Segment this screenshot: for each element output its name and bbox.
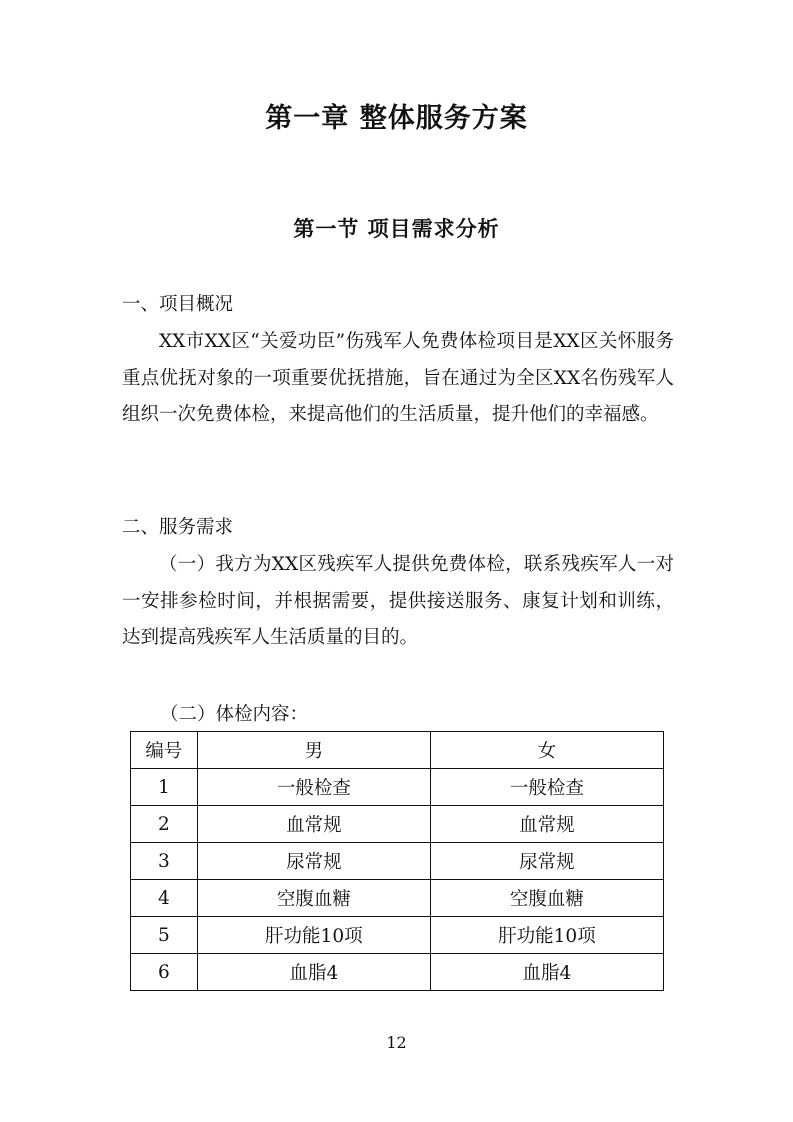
cell-female: 一般检查 bbox=[430, 769, 663, 806]
exam-content-table bbox=[130, 731, 664, 991]
cell-male: 血常规 bbox=[197, 806, 430, 843]
cell-female: 血脂4 bbox=[430, 954, 663, 991]
cell-female: 肝功能10项 bbox=[430, 917, 663, 954]
table-row bbox=[131, 843, 664, 880]
table-row bbox=[131, 769, 664, 806]
cell-number: 1 bbox=[131, 769, 198, 806]
service-needs-heading: 二、服务需求 bbox=[122, 517, 234, 538]
cell-number: 3 bbox=[131, 843, 198, 880]
overview-heading: 一、项目概况 bbox=[122, 294, 234, 315]
page-number: 12 bbox=[386, 1033, 407, 1052]
header-cell-number: 编号 bbox=[131, 732, 198, 769]
cell-female: 空腹血糖 bbox=[430, 880, 663, 917]
header-cell-male: 男 bbox=[197, 732, 430, 769]
cell-male: 尿常规 bbox=[197, 843, 430, 880]
chapter-title: 第一章 整体服务方案 bbox=[265, 103, 528, 134]
table-row bbox=[131, 917, 664, 954]
table-header-row bbox=[131, 732, 664, 769]
cell-male: 空腹血糖 bbox=[197, 880, 430, 917]
section-title: 第一节 项目需求分析 bbox=[293, 217, 500, 241]
table-row bbox=[131, 880, 664, 917]
cell-number: 6 bbox=[131, 954, 198, 991]
cell-male: 肝功能10项 bbox=[197, 917, 430, 954]
cell-male: 血脂4 bbox=[197, 954, 430, 991]
cell-number: 2 bbox=[131, 806, 198, 843]
cell-number: 5 bbox=[131, 917, 198, 954]
service-needs-paragraph: （一）我方为XX区残疾军人提供免费体检，联系残疾军人一对一安排参检时间，并根据需要，提供接送服务、康复计划和训练，达到提高残疾军人生活质量的目的。 bbox=[122, 554, 674, 648]
table-row bbox=[131, 954, 664, 991]
header-cell-female: 女 bbox=[430, 732, 663, 769]
cell-female: 尿常规 bbox=[430, 843, 663, 880]
cell-number: 4 bbox=[131, 880, 198, 917]
table-row bbox=[131, 806, 664, 843]
table-caption: （二）体检内容： bbox=[160, 704, 309, 725]
cell-male: 一般检查 bbox=[197, 769, 430, 806]
overview-paragraph: XX市XX区“关爱功臣”伤残军人免费体检项目是XX区关怀服务重点优抚对象的一项重要优抚措施，旨在通过为全区XX名伤残军人组织一次免费体检，来提高他们的生活质量，提升他们的幸福感。 bbox=[122, 331, 674, 425]
cell-female: 血常规 bbox=[430, 806, 663, 843]
